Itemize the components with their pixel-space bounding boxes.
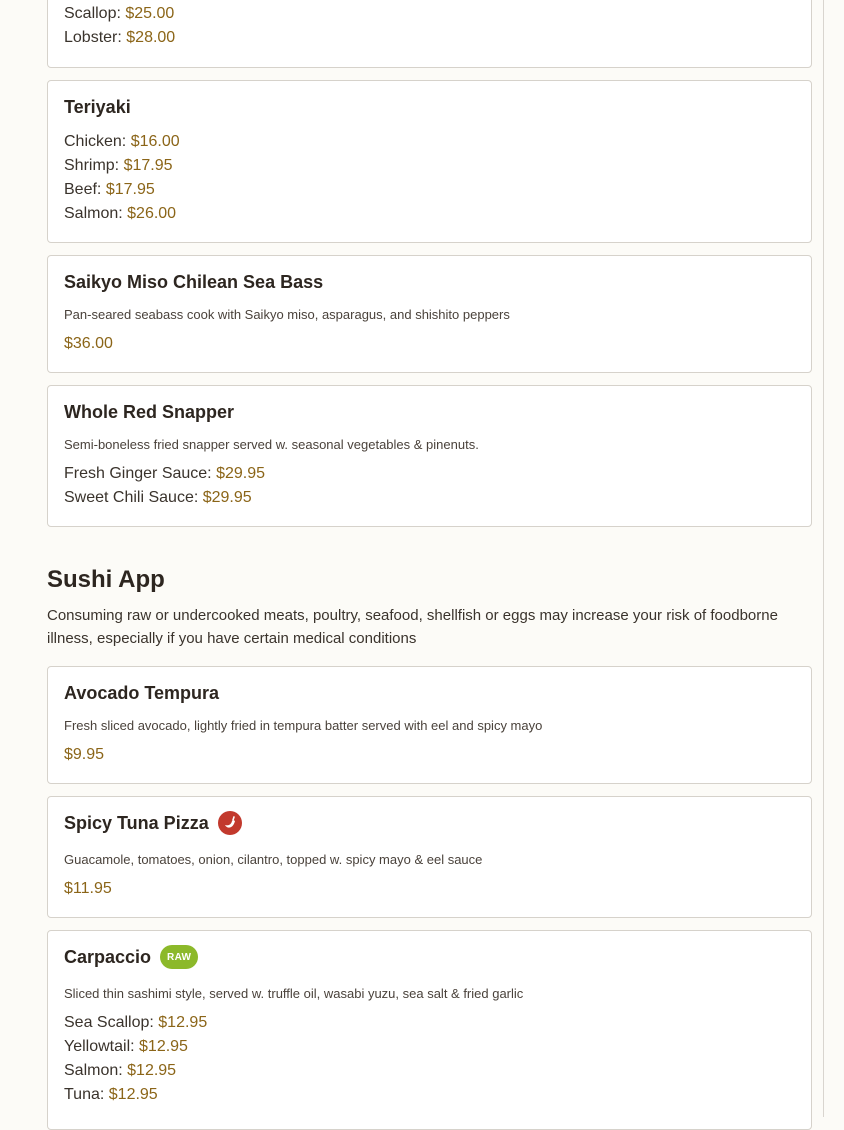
- menu-item-title: Spicy Tuna Pizza: [64, 812, 209, 833]
- price-option: [64, 1086, 158, 1104]
- menu-item-card-spicy-tuna-pizza[interactable]: [47, 796, 812, 918]
- price-value: $9.95: [64, 746, 105, 763]
- price-option: [64, 465, 265, 483]
- price-value: $16.00: [130, 133, 180, 150]
- menu-item-description: Fresh sliced avocado, lightly fried in tempura batter served with eel and spicy mayo: [64, 718, 543, 733]
- menu-item-card-snapper[interactable]: [47, 385, 812, 527]
- menu-item-title: Saikyo Miso Chilean Sea Bass: [64, 272, 324, 292]
- price-value: $11.95: [64, 880, 112, 897]
- price-option: [64, 205, 176, 223]
- menu-item-card-carpaccio[interactable]: [47, 930, 812, 1130]
- menu-item-title: Avocado Tempura: [64, 683, 220, 703]
- menu-item-title-row: [64, 811, 242, 835]
- price-value: $29.95: [202, 489, 252, 506]
- price-option-label: Salmon:: [64, 1062, 128, 1079]
- price-option: [64, 1062, 176, 1080]
- price-option-label: Sweet Chili Sauce:: [64, 489, 203, 506]
- price-option-label: Shrimp:: [64, 157, 124, 174]
- price-option-label: Fresh Ginger Sauce:: [64, 465, 217, 482]
- menu-item-card[interactable]: [47, 0, 812, 68]
- price-value: $12.95: [108, 1086, 158, 1103]
- price-option-label: Tuna:: [64, 1086, 109, 1103]
- raw-badge: RAW: [160, 945, 198, 969]
- price-value: $36.00: [64, 335, 113, 352]
- price-value: $17.95: [123, 157, 173, 174]
- price-value: $26.00: [127, 205, 177, 222]
- price-value: $12.95: [139, 1038, 188, 1055]
- price-value: $29.95: [216, 465, 266, 482]
- menu-item-description: Sliced thin sashimi style, served w. truffle oil, wasabi yuzu, sea salt & fried garlic: [64, 986, 524, 1001]
- price-option: [64, 181, 155, 199]
- menu-item-title: Teriyaki: [64, 97, 131, 117]
- price-option: [64, 29, 175, 47]
- section-title: Sushi App: [47, 566, 165, 593]
- price-option-label: Yellowtail:: [64, 1038, 140, 1055]
- price-option-label: Lobster:: [64, 29, 127, 46]
- price-value: $12.95: [127, 1062, 177, 1079]
- price-option: [64, 1014, 207, 1032]
- price-option: [64, 1038, 188, 1056]
- menu-item-card-teriyaki[interactable]: [47, 80, 812, 243]
- price-option-label: Salmon:: [64, 205, 128, 222]
- menu-item-title: Carpaccio: [64, 946, 152, 967]
- price-value: $17.95: [105, 181, 155, 198]
- price-option-label: Chicken:: [64, 133, 131, 150]
- menu-item-title: Whole Red Snapper: [64, 402, 235, 422]
- menu-item-card-avocado-tempura[interactable]: [47, 666, 812, 784]
- menu-item-description: Pan-seared seabass cook with Saikyo miso, asparagus, and shishito peppers: [64, 307, 510, 322]
- price-value: $28.00: [126, 29, 176, 46]
- price-option: [64, 157, 173, 175]
- section-disclaimer: Consuming raw or undercooked meats, poultry, seafood, shellfish or eggs may increase your risk of foodborne illness, especially if you have certain medical conditions: [47, 607, 778, 647]
- spicy-pepper-icon: [218, 811, 242, 835]
- price-option-label: Scallop:: [64, 5, 126, 22]
- price-value: $12.95: [158, 1014, 208, 1031]
- price-option-label: Sea Scallop:: [64, 1014, 159, 1031]
- price-option: [64, 5, 174, 23]
- price-option: [64, 133, 180, 151]
- menu-item-description: Semi-boneless fried snapper served w. seasonal vegetables & pinenuts.: [64, 437, 479, 452]
- price-option: [64, 489, 252, 507]
- menu-item-description: Guacamole, tomatoes, onion, cilantro, topped w. spicy mayo & eel sauce: [64, 852, 483, 867]
- price-value: $25.00: [125, 5, 175, 22]
- menu-item-title-row: [64, 945, 198, 969]
- menu-item-card-sea-bass[interactable]: [47, 255, 812, 373]
- price-option-label: Beef:: [64, 181, 106, 198]
